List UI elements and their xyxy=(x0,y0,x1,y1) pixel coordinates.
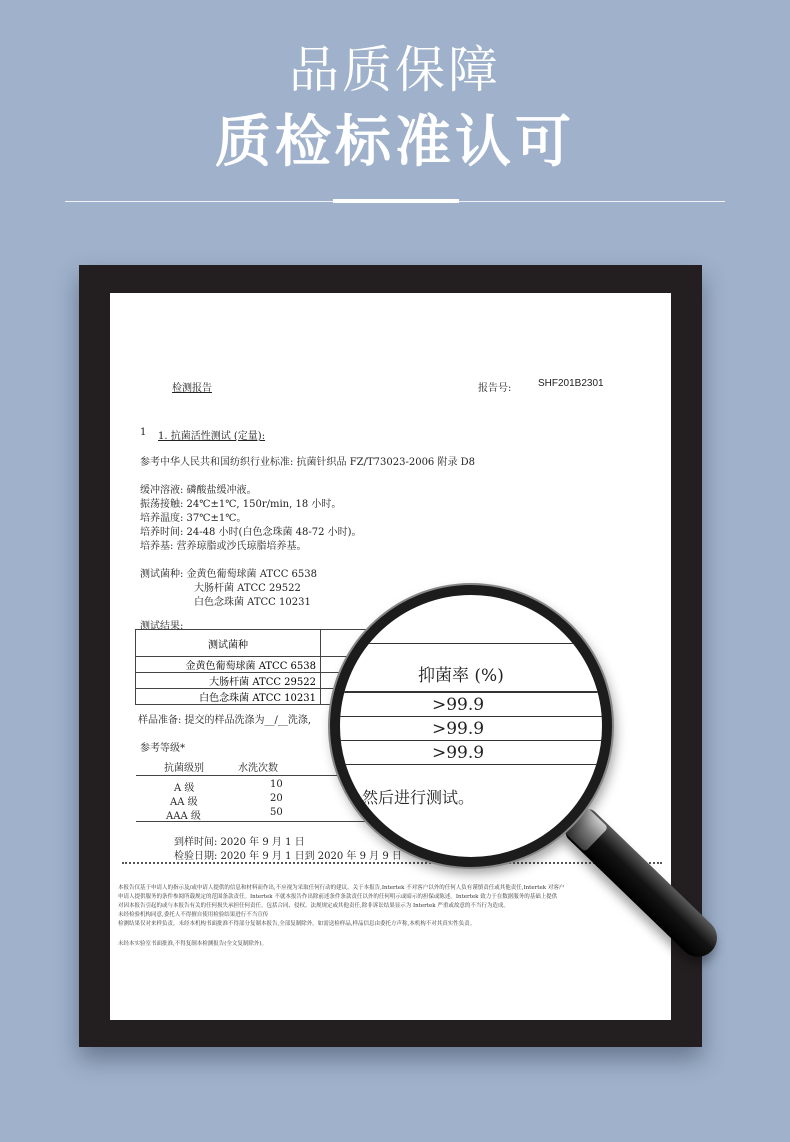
grade-level: AAA 级 xyxy=(166,811,201,822)
received-date: 到样时间: 2020 年 9 月 1 日 xyxy=(174,837,305,848)
table-cell: 金黄色葡萄球菌 ATCC 6538 xyxy=(136,657,321,673)
strains-label: 测试菌种: 金黄色葡萄球菌 ATCC 6538 xyxy=(140,569,318,580)
title-line2: 质检标准认可 xyxy=(215,110,575,175)
lens-rule xyxy=(340,716,602,717)
lens-value: >99.9 xyxy=(432,743,485,763)
grade-header-washes: 水洗次数 xyxy=(238,763,278,774)
grade-level: AA 级 xyxy=(170,797,198,808)
grade-washes: 50 xyxy=(270,807,283,818)
test-date: 检验日期: 2020 年 9 月 1 日到 2020 年 9 月 9 日 xyxy=(174,851,402,862)
param-line: 培养温度: 37℃±1℃。 xyxy=(140,513,247,524)
section-num: 1 xyxy=(140,427,147,438)
table-cell: 白色念珠菌 ATCC 10231 xyxy=(136,689,321,705)
lens-rule xyxy=(340,740,602,741)
grade-rule xyxy=(136,775,366,776)
section-title: 1. 抗菌活性测试 (定量): xyxy=(158,431,266,442)
param-line: 培养基: 营养琼脂或沙氏琼脂培养基。 xyxy=(140,541,307,552)
lens-rule xyxy=(340,764,602,765)
divider-accent xyxy=(333,199,459,203)
report-no-label: 报告号: xyxy=(478,383,512,394)
fine-print: 对因本报告引起的或与本报告有关的任何损失承担任何责任。包括合同、侵权、法规规定或其他责任,除非诉讼结果显示为 Intertek 严重或故意的不当行为造成。 xyxy=(118,903,509,909)
fine-print: 申请人提供服务的条件参阅所载规定的范围条款责任。Intertek 不就本报告作出除前述条件条款责任以外的任何明示或暗示的担保或陈述。Intertek 致力于在数据服务的基础上提供 xyxy=(118,894,558,900)
sample-prep: 样品准备: 提交的样品洗涤为__/__洗涤, xyxy=(138,715,312,726)
fine-print: 检测结果仅对来样负责。未经本机构书面批准不得部分复制本报告,全部复制除外。如需送检样品,样品信息由委托方声称,本机构不对其真实性负责。 xyxy=(118,921,476,927)
results-label: 测试结果: xyxy=(140,621,184,632)
grade-washes: 10 xyxy=(270,779,283,790)
fine-print: 本报告仅基于申请人的指示及/或申请人提供的信息和材料而作出,不应视为采取任何行动的建议。关于本报告,Intertek 不对客户以外的任何人负有谨慎责任或其他责任,Intertek 对客户 xyxy=(118,885,565,891)
grade-rule xyxy=(136,821,366,822)
grade-header-level: 抗菌级别 xyxy=(164,763,204,774)
param-line: 缓冲溶液: 磷酸盐缓冲液。 xyxy=(140,485,257,496)
report-no: SHF201B2301 xyxy=(538,378,604,389)
strain-item: 白色念珠菌 ATCC 10231 xyxy=(194,597,311,608)
title-line1: 品质保障 xyxy=(289,41,501,99)
lens-footer-text: 然后进行测试。 xyxy=(362,788,475,807)
dotted-separator xyxy=(122,862,662,864)
fine-print: 未经检验机构同意,委托人不得擅自使用检验结果进行不当宣传 xyxy=(118,912,269,918)
lens-value: >99.9 xyxy=(432,695,485,715)
lens-rule xyxy=(340,643,602,644)
report-heading: 检测报告 xyxy=(172,383,212,394)
strain-item: 大肠杆菌 ATCC 29522 xyxy=(194,583,301,594)
lens-col-header: 抑菌率 (%) xyxy=(418,666,504,686)
table-cell: 大肠杆菌 ATCC 29522 xyxy=(136,673,321,689)
lens-value: >99.9 xyxy=(432,719,485,739)
param-line: 培养时间: 24-48 小时(白色念珠菌 48-72 小时)。 xyxy=(140,527,362,538)
grade-level: A 级 xyxy=(174,783,195,794)
fine-print: 未经本实验室书面批准,不得复制本检测报告(全文复制除外)。 xyxy=(118,941,268,947)
param-line: 振荡接触: 24℃±1℃, 150r/min, 18 小时。 xyxy=(140,499,342,510)
grade-washes: 20 xyxy=(270,793,283,804)
ref-grade: 参考等级* xyxy=(140,743,185,754)
magnifier-lens xyxy=(330,585,612,867)
lens-rule xyxy=(340,691,602,693)
table-header-strain: 测试菌种 xyxy=(136,630,321,657)
ref-standard: 参考中华人民共和国纺织行业标准: 抗菌针织品 FZ/T73023-2006 附录 D8 xyxy=(140,457,476,468)
